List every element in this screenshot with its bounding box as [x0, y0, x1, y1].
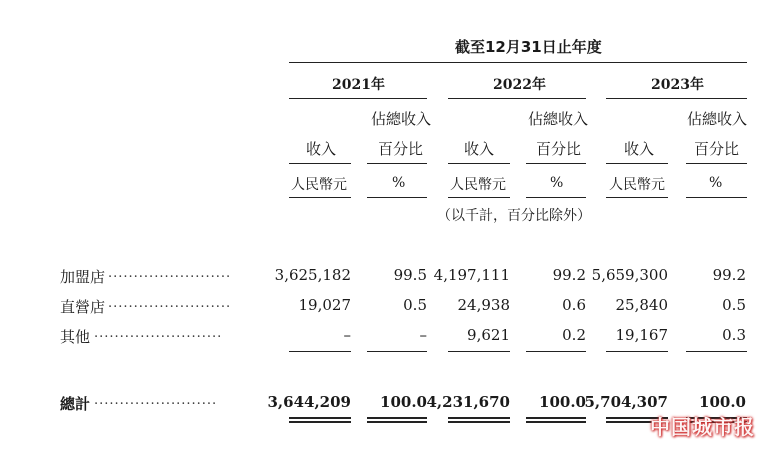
header-underline-2021-pct: [367, 163, 427, 164]
row-dots-franchise: ........................: [108, 266, 232, 281]
row-dots-direct: ........................: [108, 296, 232, 311]
unit-underline-2022-rev: [448, 197, 510, 198]
cell-others-2021-pct: –: [419, 326, 427, 344]
unit-2022-pct: %: [550, 175, 564, 191]
cell-franchise-2023-pct: 99.2: [712, 266, 746, 284]
col-2023-pct-line1: 佔總收入: [687, 110, 748, 128]
subtotal-line-2021-pct: [367, 351, 427, 352]
cell-others-2023-pct: 0.3: [722, 326, 746, 344]
col-2021-pct-line2: 百分比: [378, 140, 424, 158]
row-label-total: 總計: [60, 395, 91, 413]
cell-total-2023-rev: 5,704,307: [584, 393, 668, 411]
row-label-others: 其他: [60, 328, 91, 346]
subtotal-line-2022-pct: [526, 351, 586, 352]
cell-total-2021-pct: 100.0: [380, 393, 427, 411]
cell-others-2022-rev: 9,621: [467, 326, 510, 344]
year-2023-underline: [606, 98, 747, 99]
total-double-line-2021-rev-b: [289, 421, 351, 423]
col-2022-pct-line2: 百分比: [536, 140, 582, 158]
cell-direct-2021-rev: 19,027: [298, 296, 351, 314]
unit-2023-rmb: 人民幣元: [609, 177, 665, 193]
year-2023: 2023年: [651, 77, 704, 93]
subtotal-line-2021-rev: [289, 351, 351, 352]
cell-direct-2023-rev: 25,840: [615, 296, 668, 314]
cell-franchise-2021-pct: 99.5: [393, 266, 427, 284]
subtotal-line-2023-pct: [686, 351, 747, 352]
col-2022-revenue: 收入: [464, 140, 495, 158]
total-double-line-2022-rev-b: [448, 421, 510, 423]
row-label-franchise: 加盟店: [60, 268, 106, 286]
cell-others-2021-rev: –: [343, 326, 351, 344]
cell-total-2022-rev: 4,231,670: [426, 393, 510, 411]
col-2022-pct-line1: 佔總收入: [528, 110, 589, 128]
total-double-line-2021-pct-a: [367, 417, 427, 419]
row-label-direct: 直營店: [60, 298, 106, 316]
unit-underline-2022-pct: [526, 197, 586, 198]
col-2021-pct-line1: 佔總收入: [371, 110, 432, 128]
period-title: 截至12月31日止年度: [455, 38, 602, 56]
header-underline-2023-rev: [606, 163, 668, 164]
cell-franchise-2022-rev: 4,197,111: [433, 266, 510, 284]
cell-direct-2022-rev: 24,938: [457, 296, 510, 314]
total-double-line-2022-pct-a: [526, 417, 586, 419]
row-dots-others: .........................: [94, 326, 223, 341]
unit-2021-pct: %: [392, 175, 406, 191]
col-2021-revenue: 收入: [306, 140, 337, 158]
units-note: （以千計，百分比除外）: [437, 208, 591, 224]
unit-underline-2023-pct: [686, 197, 747, 198]
col-2023-pct-line2: 百分比: [694, 140, 740, 158]
total-double-line-2022-pct-b: [526, 421, 586, 423]
col-2023-revenue: 收入: [624, 140, 655, 158]
cell-franchise-2022-pct: 99.2: [552, 266, 586, 284]
period-underline: [289, 62, 747, 63]
year-2021: 2021年: [332, 77, 385, 93]
watermark-logo: 中国城市报: [650, 415, 755, 439]
unit-2023-pct: %: [709, 175, 723, 191]
total-double-line-2021-rev-a: [289, 417, 351, 419]
cell-direct-2022-pct: 0.6: [562, 296, 586, 314]
header-underline-2023-pct: [686, 163, 747, 164]
unit-underline-2023-rev: [606, 197, 668, 198]
cell-total-2023-pct: 100.0: [699, 393, 746, 411]
cell-direct-2023-pct: 0.5: [722, 296, 746, 314]
cell-others-2023-rev: 19,167: [615, 326, 668, 344]
year-2022-underline: [448, 98, 586, 99]
cell-others-2022-pct: 0.2: [562, 326, 586, 344]
year-2021-underline: [289, 98, 427, 99]
unit-2022-rmb: 人民幣元: [450, 177, 506, 193]
subtotal-line-2022-rev: [448, 351, 510, 352]
header-underline-2022-pct: [526, 163, 586, 164]
cell-franchise-2023-rev: 5,659,300: [591, 266, 668, 284]
total-double-line-2021-pct-b: [367, 421, 427, 423]
total-double-line-2022-rev-a: [448, 417, 510, 419]
unit-2021-rmb: 人民幣元: [291, 177, 347, 193]
cell-total-2022-pct: 100.0: [539, 393, 586, 411]
subtotal-line-2023-rev: [606, 351, 668, 352]
row-dots-total: ........................: [94, 393, 218, 408]
unit-underline-2021-pct: [367, 197, 427, 198]
header-underline-2021-rev: [289, 163, 351, 164]
cell-direct-2021-pct: 0.5: [403, 296, 427, 314]
cell-total-2021-rev: 3,644,209: [267, 393, 351, 411]
year-2022: 2022年: [493, 77, 546, 93]
unit-underline-2021-rev: [289, 197, 351, 198]
cell-franchise-2021-rev: 3,625,182: [274, 266, 351, 284]
header-underline-2022-rev: [448, 163, 510, 164]
